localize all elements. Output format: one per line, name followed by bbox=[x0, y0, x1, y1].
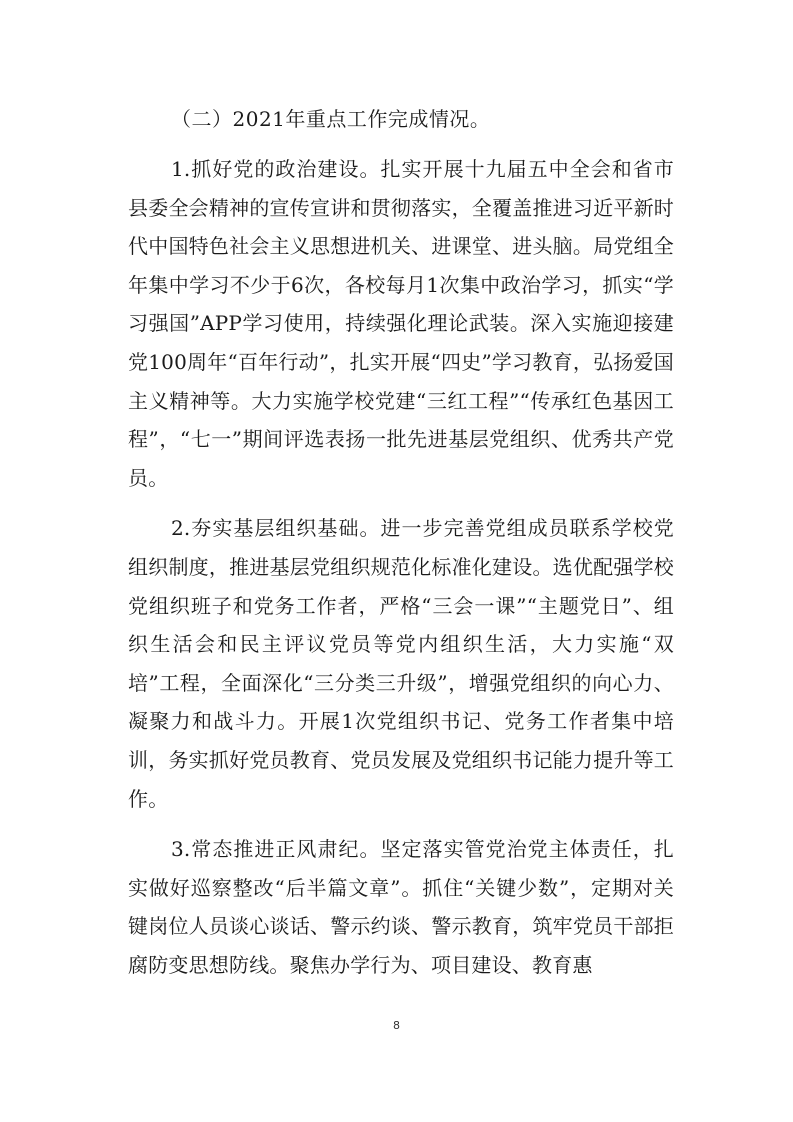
section-heading: （二）2021年重点工作完成情况。 bbox=[171, 107, 491, 131]
paragraph-party-political-building: 1.抓好党的政治建设。扎实开展十九届五中全会和省市县委全会精神的宣传宣讲和贯彻落实，全覆盖推进习近平新时代中国特色社会主义思想进机关、进课堂、进头脑。局党组全年集中学习不少于6次，各校每月1次集中政治学习，抓实“学习强国”APP学习使用，持续强化理论武装。深入实施迎接建党100周年“百年行动”，扎实开展“四史”学习教育，弘扬爱国主义精神等。大力实施学校党建“三红工程”“传承红色基因工程”，“七一”期间评选表扬一批先进基层党组织、优秀共产党员。 bbox=[128, 157, 674, 490]
paragraph-discipline-enforcement: 3.常态推进正风肃纪。坚定落实管党治党主体责任，扎实做好巡察整改“后半篇文章”。抓住“关键少数”，定期对关键岗位人员谈心谈话、警示约谈、警示教育，筑牢党员干部拒腐防变思想防线。聚焦办学行为、项目建设、教育惠 bbox=[128, 837, 674, 977]
page-number: 8 bbox=[393, 1019, 400, 1032]
document-body bbox=[128, 100, 674, 984]
paragraph-grassroots-organization: 2.夯实基层组织基础。进一步完善党组成员联系学校党组织制度，推进基层党组织规范化标准化建设。选优配强学校党组织班子和党务工作者，严格“三会一课”“主题党日”、组织生活会和民主评议党员等党内组织生活，大力实施“双培”工程，全面深化“三分类三升级”，增强党组织的向心力、凝聚力和战斗力。开展1次党组织书记、党务工作者集中培训，务实抓好党员教育、党员发展及党组织书记能力提升等工作。 bbox=[128, 516, 674, 811]
